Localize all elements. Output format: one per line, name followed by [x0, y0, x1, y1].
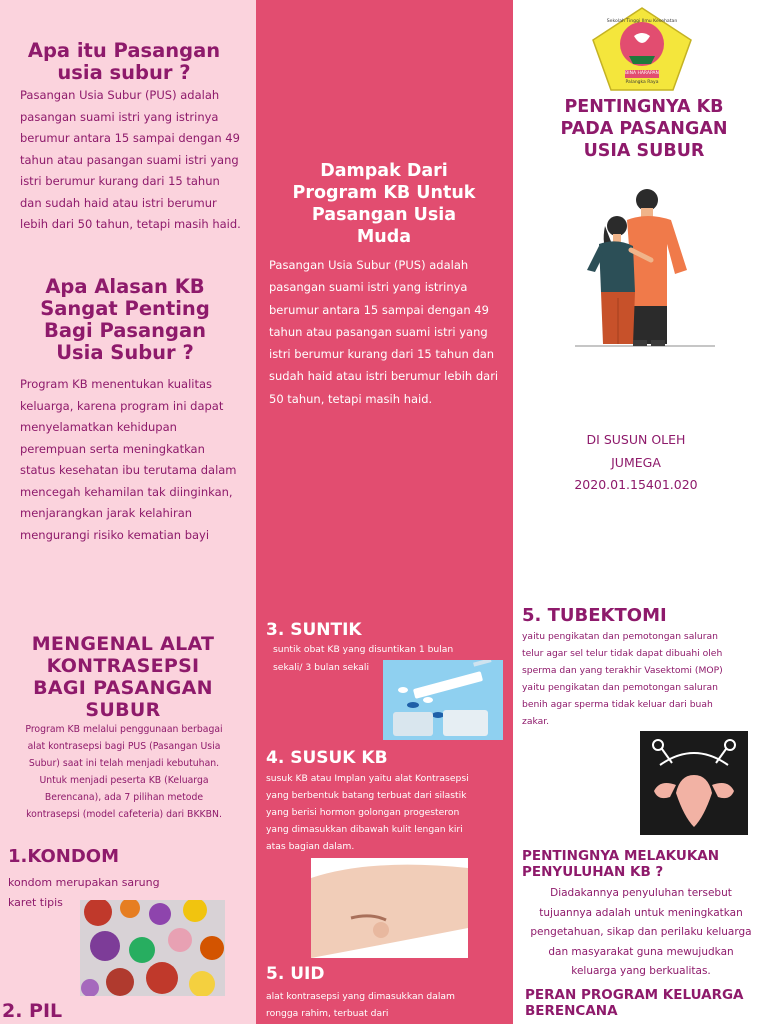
item-pil-title: 2. PIL [2, 1000, 63, 1022]
right-panel [513, 0, 768, 1024]
q2-heading: Apa Alasan KB Sangat Penting Bagi Pasangan Usia Subur ? [40, 275, 210, 364]
logo-top-text: Sekolah Tinggi Ilmu Kesehatan [606, 19, 678, 24]
tubectomy-illustration [640, 731, 748, 835]
contraception-section-body: Program KB melalui penggunaan berbagai alat kontrasepsi bagi PUS (Pasangan Usia Subur) saat ini telah menjadi kebutuhan. Untuk menjadi peserta KB (Keluarga Berencana), ada 7 pilihan metode kontrasepsi (model cafeteria) dari BKKBN. [25, 724, 223, 820]
item-kondom-body: kondom merupakan sarung karet tipis [8, 876, 160, 909]
institution-logo [591, 6, 693, 92]
item-tubektomi-body: yaitu pengikatan dan pemotongan saluran telur agar sel telur tidak dapat dibuahi oleh sperma dan yang terakhir Vasektomi (MOP) yaitu pengikatan dan pemotongan saluran benih agar sperma tidak keluar dari buah zakar. [522, 631, 723, 727]
dampak-heading: Dampak Dari Program KB Untuk Pasangan Usia Muda [292, 161, 476, 247]
left-panel [0, 0, 256, 1024]
injection-photo [383, 660, 503, 740]
middle-panel [256, 0, 513, 1024]
item-uid-title: 5. UID [266, 964, 325, 984]
item-kondom-title: 1.KONDOM [8, 846, 120, 867]
uterus-scissors-icon [640, 731, 748, 835]
item-susuk-title: 4. SUSUK KB [266, 748, 388, 768]
logo-bottom-text: Palangka Raya [625, 80, 659, 85]
item-uid-body: alat kontrasepsi yang dimasukkan dalam rongga rahim, terbuat dari [266, 991, 455, 1019]
author-id: 2020.01.15401.020 [574, 477, 698, 492]
arm-illustration [311, 858, 468, 958]
couple-illustration [575, 186, 715, 348]
dampak-body: Pasangan Usia Subur (PUS) adalah pasangan suami istri yang istrinya berumur antara 15 sampai dengan 49 tahun atau pasangan suami istri yang istri berumur kurang dari 15 tahun dan sudah haid atau istri berumur lebih dari 50 tahun, tetapi masih haid. [269, 258, 499, 406]
item-suntik-title: 3. SUNTIK [266, 620, 362, 640]
q1-body: Pasangan Usia Subur (PUS) adalah pasangan suami istri yang istrinya berumur antara 15 sampai dengan 49 tahun atau pasangan suami istri yang istri berumur kurang dari 15 tahun dan sudah haid atau istri berumur lebih dari 50 tahun, tetapi masih haid. [20, 88, 241, 231]
syringe-illustration [383, 660, 503, 740]
condom-photo [80, 900, 225, 996]
peran-heading: PERAN PROGRAM KELUARGA BERENCANA [525, 987, 744, 1019]
author-name: JUMEGA [611, 455, 661, 470]
author-label: DI SUSUN OLEH [586, 432, 686, 447]
logo-mid-text: BINA HARAPAN [625, 71, 659, 76]
penyuluhan-body: Diadakannya penyuluhan tersebut tujuannya adalah untuk meningkatkan pengetahuan, sikap dan perilaku keluarga dan masyarakat guna mewujudkan keluarga yang berkualitas. [530, 887, 752, 977]
condom-illustration [80, 900, 225, 996]
penyuluhan-heading: PENTINGNYA MELAKUKAN PENYULUHAN KB ? [522, 848, 720, 880]
item-tubektomi-title: 5. TUBEKTOMI [522, 605, 667, 626]
implant-arm-photo [311, 858, 468, 958]
item-suntik-body: suntik obat KB yang disuntikan 1 bulan sekali/ 3 bulan sekali [273, 644, 454, 673]
brochure-title: PENTINGNYA KB PADA PASANGAN USIA SUBUR [560, 97, 728, 161]
couple-icon [575, 186, 715, 348]
q1-heading: Apa itu Pasangan usia subur ? [27, 39, 221, 84]
contraception-section-title: MENGENAL ALAT KONTRASEPSI BAGI PASANGAN SUBUR [31, 633, 215, 721]
q2-body: Program KB menentukan kualitas keluarga, karena program ini dapat menyelamatkan kehidupan perempuan serta meningkatkan status kesehatan ibu terutama dalam mencegah kehamilan tak diinginkan, menjarangkan jarak kelahiran mengurangi risiko kematian bayi [20, 377, 237, 542]
item-susuk-body: susuk KB atau Implan yaitu alat Kontrasepsi yang berbentuk batang terbuat dari silastik yang berisi hormon golongan progesteron yang dimasukkan dibawah kulit lengan kiri atas bagian dalam. [266, 773, 469, 852]
